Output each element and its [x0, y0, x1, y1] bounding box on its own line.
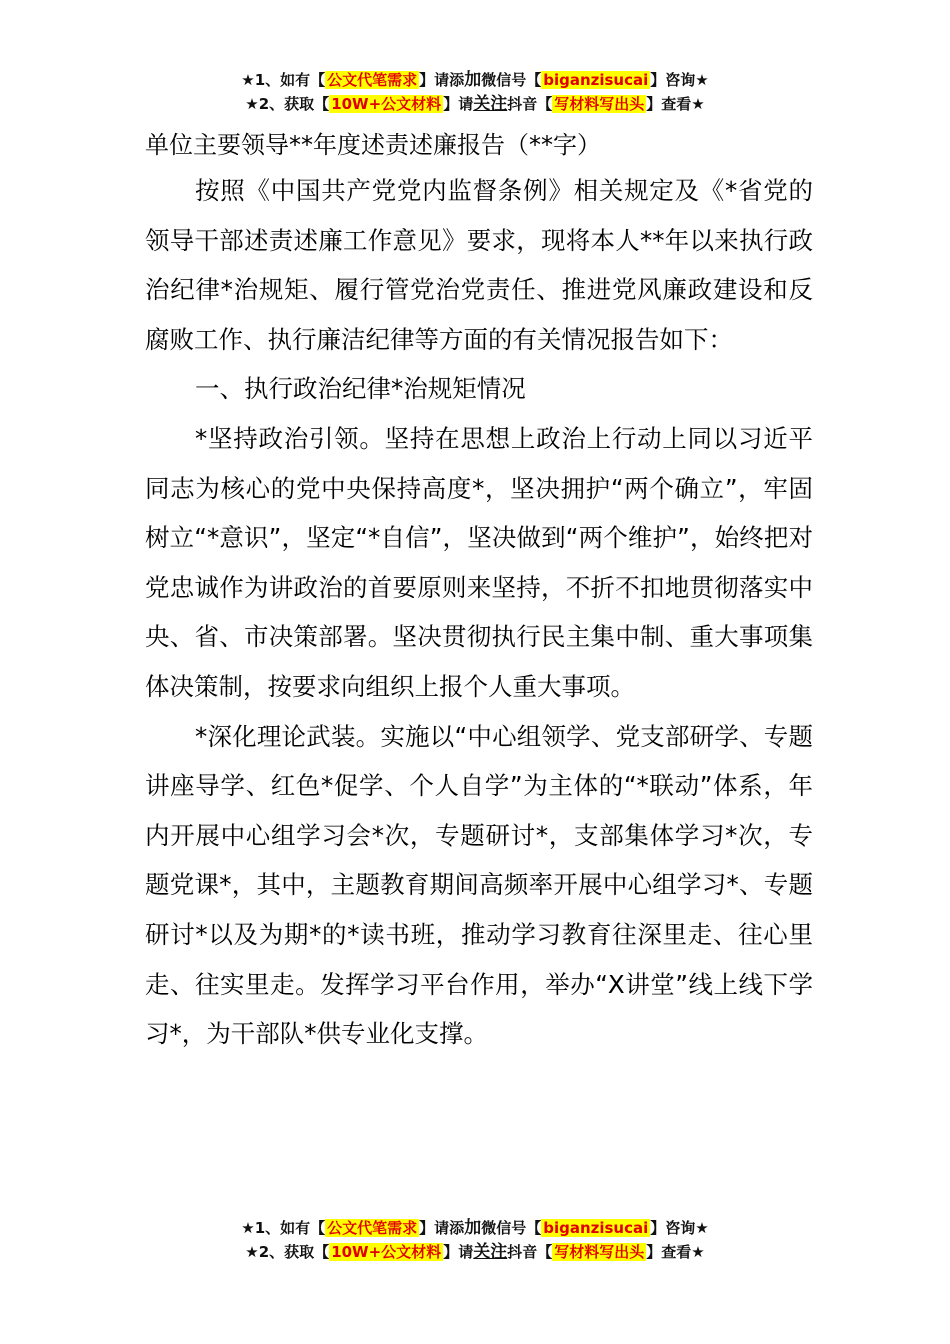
- banner-highlight: 10W+公文材料: [331, 95, 442, 113]
- banner-text: 】咨询★: [650, 1219, 709, 1237]
- banner-highlight: 公文代笔需求: [327, 71, 418, 89]
- banner-emphasis: 关注: [473, 1242, 508, 1262]
- banner-emphasis: 加: [464, 1218, 482, 1238]
- document-title: 单位主要领导**年度述责述廉报告（**字）: [145, 131, 601, 159]
- body-paragraph: *深化理论武装。实施以“中心组领学、党支部研学、专题讲座导学、红色*促学、个人自学”为主体的“*联动”体系，年内开展中心组学习会*次，专题研讨*，支部集体学习*次，专题党课*，其中，主题教育期间高频率开展中心组学习*、专题研讨*以及为期*的*读书班，推动学习教育往深里走、往心里走、往实里走。发挥学习平台作用，举办“X讲堂”线上线下学习*，为干部队*供专业化支撑。: [145, 721, 813, 1049]
- banner-highlight: 公文代笔需求: [327, 1219, 418, 1237]
- footer-banner: [0, 1216, 950, 1264]
- header-banner: [0, 68, 950, 116]
- banner-text: 抖音【: [507, 1243, 553, 1261]
- banner-text: 抖音【: [507, 95, 553, 113]
- banner-emphasis: 加: [464, 70, 482, 90]
- banner-line-1: [0, 68, 950, 92]
- banner-text: 】查看★: [646, 1243, 705, 1261]
- banner-highlight: 10W+公文材料: [331, 1243, 442, 1261]
- banner-text: 】查看★: [646, 95, 705, 113]
- intro-paragraph: 按照《中国共产党党内监督条例》相关规定及《*省党的领导干部述责述廉工作意见》要求，现将本人**年以来执行政治纪律*治规矩、履行管党治党责任、推进党风廉政建设和反腐败工作、执行廉洁纪律等方面的有关情况报告如下：: [145, 176, 813, 354]
- banner-text: 】咨询★: [650, 71, 709, 89]
- banner-text: 微信号【: [481, 71, 542, 89]
- banner-douyin-id: 写材料写出头: [554, 95, 645, 113]
- banner-text: ★2、获取【: [245, 1243, 330, 1261]
- banner-wechat-id: biganzisucai: [543, 71, 649, 89]
- banner-text: ★1、如有【: [241, 71, 326, 89]
- banner-line-1: [0, 1216, 950, 1240]
- banner-text: ★1、如有【: [241, 1219, 326, 1237]
- banner-text: 】请: [443, 1243, 474, 1261]
- banner-text: 】请添: [419, 1219, 465, 1237]
- banner-text: 】请添: [419, 71, 465, 89]
- banner-text: 微信号【: [481, 1219, 542, 1237]
- banner-line-2: [0, 1240, 950, 1264]
- document-body: [145, 124, 813, 1059]
- banner-text: ★2、获取【: [245, 95, 330, 113]
- section-heading: 一、执行政治纪律*治规矩情况: [195, 374, 526, 404]
- body-paragraph: *坚持政治引领。坚持在思想上政治上行动上同以习近平同志为核心的党中央保持高度*，坚决拥护“两个确立”，牢固树立“*意识”，坚定“*自信”，坚决做到“两个维护”，始终把对党忠诚作为讲政治的首要原则来坚持，不折不扣地贯彻落实中央、省、市决策部署。坚决贯彻执行民主集中制、重大事项集体决策制，按要求向组织上报个人重大事项。: [145, 423, 813, 701]
- banner-text: 】请: [443, 95, 474, 113]
- banner-douyin-id: 写材料写出头: [554, 1243, 645, 1261]
- banner-line-2: [0, 92, 950, 116]
- banner-wechat-id: biganzisucai: [543, 1219, 649, 1237]
- banner-emphasis: 关注: [473, 94, 508, 114]
